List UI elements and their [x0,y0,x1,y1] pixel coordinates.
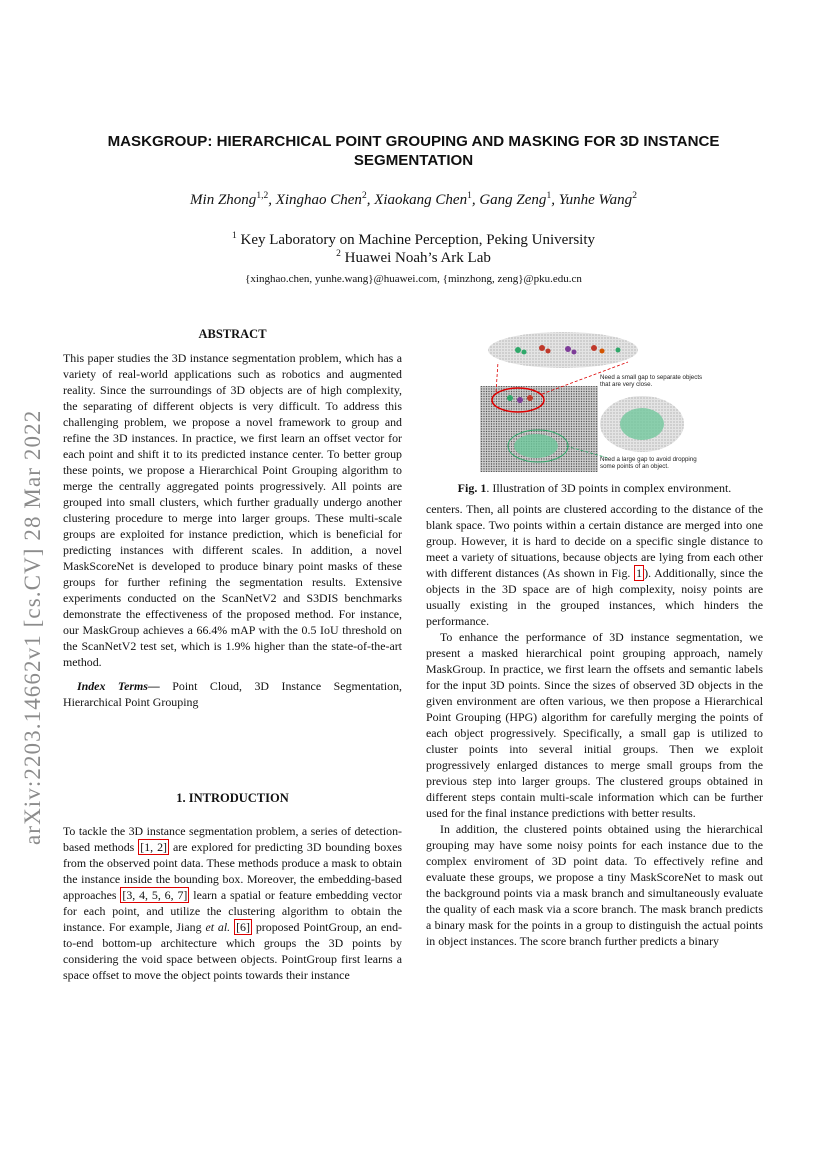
author-list [60,190,767,210]
figure-label: Fig. 1 [457,481,487,495]
paragraph: In addition, the clustered points obtained using the hierarchical grouping may have some noisy points for each instance due to the complex enviroment of 3D point data. To effectively refine and evaluate these groups, we propose a tiny MaskScoreNet to mask out the background points via a mask branch and simultaneously evaluate the quality of each mask via a score branch. The mask branch predicts a binary mask for the points in a group to distinguish the actual points in object instances. The score branch further predicts a binary [426,822,763,948]
index-terms-label: Index Terms— [77,679,160,693]
affiliations [60,231,767,267]
affiliation-2: $^2$ Huawei Noah’s Ark Lab [336,249,491,266]
arxiv-side-label-wrap [18,355,48,845]
figure-1 [478,328,718,476]
title-line-2: SEGMENTATION [353,152,474,169]
author: Min Zhong$^{1,2}$, [190,191,276,208]
author: Xinghao Chen$^2$, [275,191,375,208]
abstract-heading: ABSTRACT [198,327,267,341]
figure-caption: Fig. 1. Illustration of 3D points in complex environment. [457,481,732,495]
abstract-body: This paper studies the 3D instance segmentation problem, which has a variety of real-world applications such as robotics and augmented reality. Since the surroundings of 3D objects are of high complexity, the separating of different objects is very difficult. To address this challenging problem, we propose a novel framework to group and refine the 3D instances. In practice, we first learn an offset vector for each point and shift it to its predicted instance center. To better group these points, we propose a Hierarchical Point Grouping algorithm to merge the centrally aggregated points progressively. All points are grouped into small clusters, which further gradually undergo another clustering procedure to merge into larger groups. These multi-scale groups are exploited for instance prediction, which is beneficial for predicting instances with different scales. In addition, a novel MaskScoreNet is developed to produce binary point masks of these groups for further refining the segmentation results. Extensive experiments conducted on the ScanNetV2 and S3DIS benchmarks demonstrate the effectiveness of the proposed method. For instance, our MaskGroup achieves a 66.4% mAP with the 0.5 IoU threshold on the ScanNetV2 test set, which is 1.9% higher than the state-of-the-art method. [63,351,402,669]
index-terms [63,678,402,710]
right-column [426,501,763,949]
title-line-1: MASKGROUP: HIERARCHICAL POINT GROUPING AND MASKING FOR 3D INSTANCE [107,133,720,150]
scene-point-cloud [480,386,598,472]
citation-link[interactable]: [3, 4, 5, 6, 7] [122,888,188,902]
author: Xiaokang Chen$^1$, [374,191,480,208]
author: Gang Zeng$^1$, [479,191,559,208]
arxiv-side-label: arXiv:2203.14662v1 [cs.CV] 28 Mar 2022 [20,409,45,845]
callout-large-gap: Need a large gap to avoid dropping some points of an object. [600,456,697,470]
affiliation-1: $^1$ Key Laboratory on Machine Perception, Peking University [232,231,595,248]
paper-title [60,132,767,170]
citation-link[interactable]: [6] [236,920,250,934]
author-emails: {xinghao.chen, yunhe.wang}@huawei.com, {minzhong, zeng}@pku.edu.cn [245,273,582,285]
paragraph: centers. Then, all points are clustered according to the distance of the blank space. Two points within a certain distance are merged into one group. However, it is hard to decide on a specific single distance to meet a variety of situations, because objects are lying from each other with different distances (As shown in Fig. 1 ). Additionally, since the objects in the 3D space are of high complexity, noisy points are usually existing in the grouped instances, which hinders the performance. [426,502,763,628]
introduction-heading: 1. INTRODUCTION [176,791,289,805]
point-cloud-illustration [478,328,718,476]
left-column [63,350,402,710]
index-terms-text: Point Cloud, 3D Instance Segmentation, Hierarchical Point Grouping [63,679,402,709]
intro-paragraph: To tackle the 3D instance segmentation problem, a series of detection-based methods [1, 2] are explored for predicting 3D bounding boxes from the observed point data. These methods produce a mask to obtain the instance inside the bounding box. Moreover, the embedding-based approaches [3, 4, 5, 6, 7] learn a spatial or feature embedding vector for each point, and utilize the clustering algorithm to obtain the instance. For example, Jiang et al. [6] proposed PointGroup, an end-to-end bottom-up architecture which groups the 3D points by considering the void space between objects. PointGroup first learns a space offset to move the object points towards their instance [63,824,403,982]
callout-small-gap: Need a small gap to separate objects that are very close. [600,374,703,388]
citation-link[interactable]: [1, 2] [140,840,167,854]
figure-ref-link[interactable]: 1 [636,566,643,580]
author: Yunhe Wang$^2$ [558,191,637,208]
paragraph: To enhance the performance of 3D instance segmentation, we present a masked hierarchical point grouping approach, namely MaskGroup. In practice, we first learn the offsets and semantic labels for the input 3D points. Since the sizes of observed 3D objects in the given environment are often various, we then propose a Hierarchical Point Grouping (HPG) algorithm for carefully merging the points of each object progressively. Specifically, a small gap is utilized to cluster points into several initial groups. Then we exploit progressively enlarged distances to merge small groups from the previous step into larger groups. The clustered groups obtained in different steps contain multi-scale information which can be further used for the final instance predictions with better results. [426,630,763,820]
